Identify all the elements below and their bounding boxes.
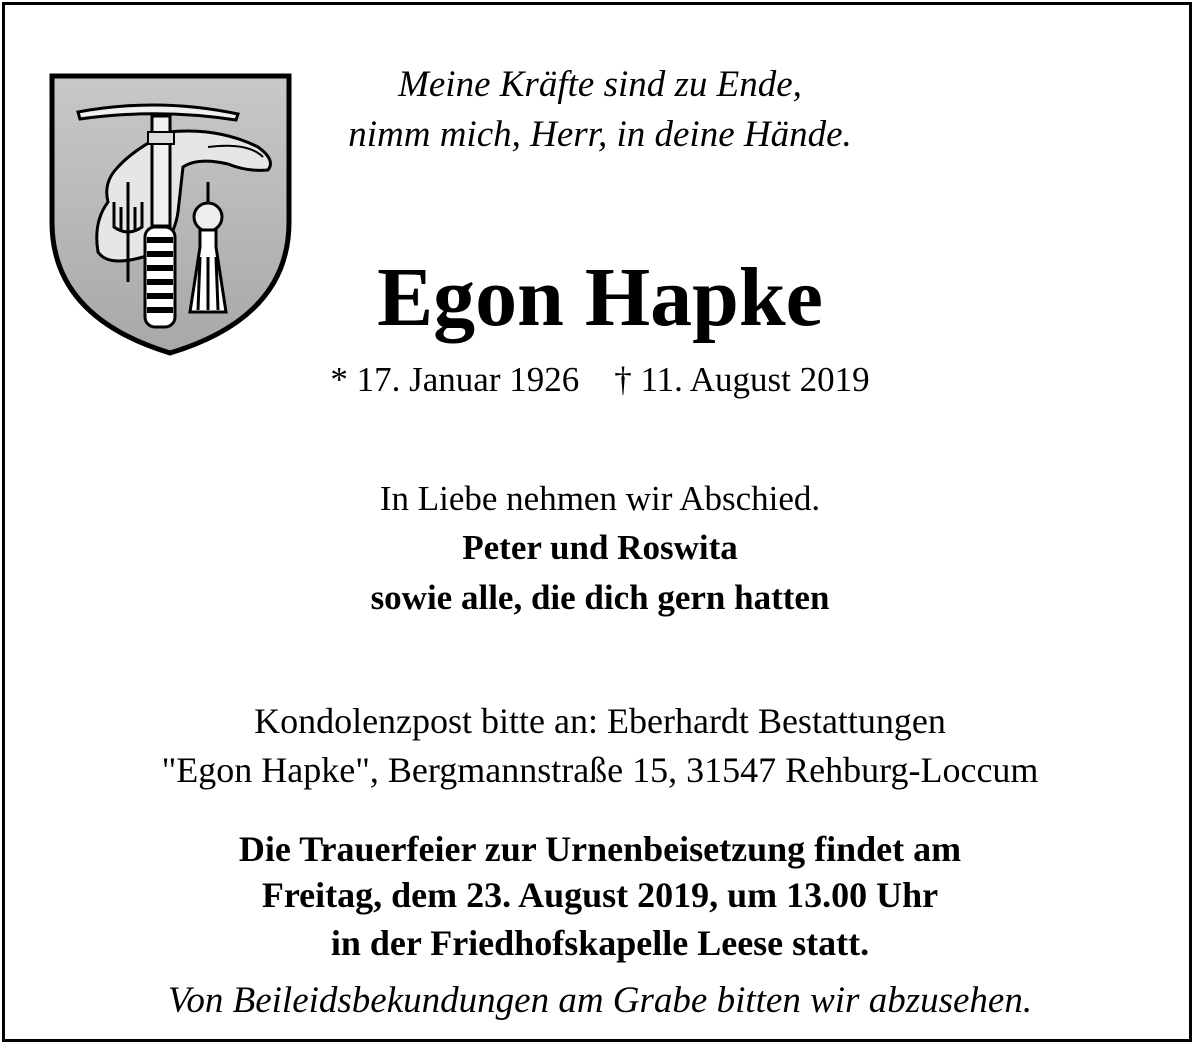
coat-of-arms-icon bbox=[48, 72, 293, 357]
other-mourners: sowie alle, die dich gern hatten bbox=[370, 578, 830, 617]
family-names: Peter und Roswita bbox=[462, 528, 738, 567]
service-line-2: Freitag, dem 23. August 2019, um 13.00 Uhr bbox=[261, 875, 939, 915]
farewell-text: In Liebe nehmen wir Abschied. bbox=[379, 479, 821, 518]
condolence-address-line-1: Kondolenzpost bitte an: Eberhardt Bestattungen bbox=[254, 701, 946, 741]
service-line-1: Die Trauerfeier zur Urnenbeisetzung findet am bbox=[238, 829, 962, 869]
deceased-name: Egon Hapke bbox=[377, 251, 823, 344]
condolence-address-line-2: "Egon Hapke", Bergmannstraße 15, 31547 Rehburg-Loccum bbox=[161, 750, 1039, 790]
life-dates: * 17. Januar 1926 † 11. August 2019 bbox=[330, 360, 870, 399]
closing-note: Von Beileidsbekundungen am Grabe bitten wir abzusehen. bbox=[167, 980, 1033, 1021]
verse-line-2: nimm mich, Herr, in deine Hände. bbox=[348, 114, 852, 155]
verse-line-1: Meine Kräfte sind zu Ende, bbox=[398, 64, 802, 105]
service-line-3: in der Friedhofskapelle Leese statt. bbox=[330, 923, 870, 963]
